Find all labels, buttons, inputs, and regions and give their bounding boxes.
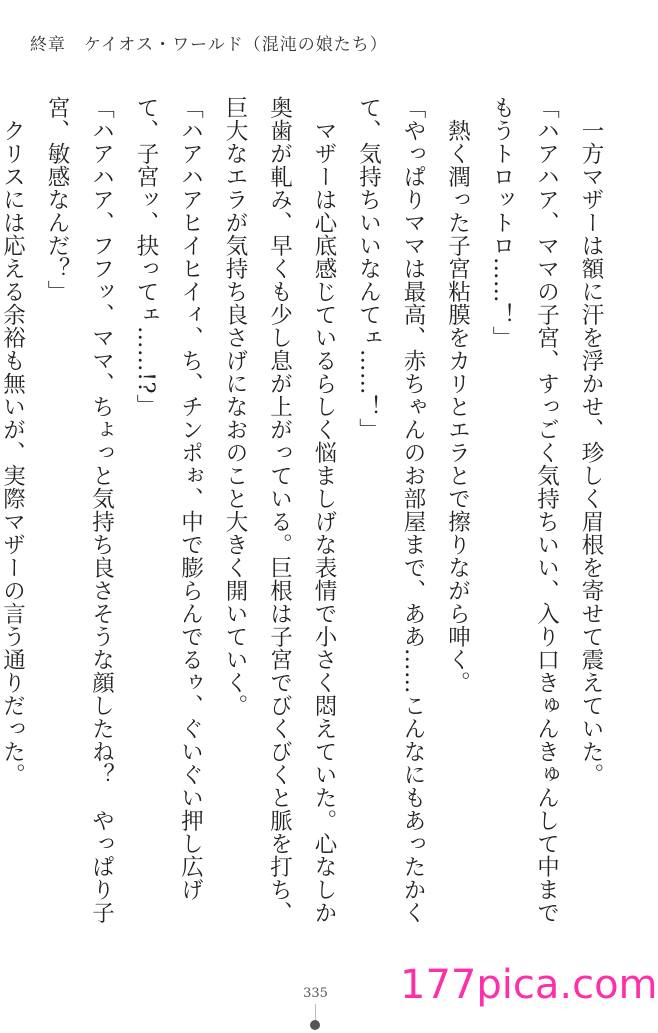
body-text <box>0 96 613 938</box>
paragraph: マザーは心底感じているらしく悩ましげな表情で小さく悶えていた。心なしか奥歯が軋み、早くも少し息が上がっている。巨根は子宮でびくびくと脈を打ち、巨大なエラが気持ち良さげになおのこと大きく開いていく。 <box>222 96 337 924</box>
page-number: 335 <box>303 986 328 1001</box>
watermark: 177pica.com <box>400 962 658 1008</box>
paragraph: 「ハアハア、フフッ、ママ、ちょっと気持ち良さそうな顔したね？ やっぱり子宮、敏感なんだ？」 <box>44 96 115 924</box>
paragraph: 一方マザーは額に汗を浮かせ、珍しく眉根を寄せて震えていた。 <box>578 96 604 786</box>
paragraph: 「ハアハア、ママの子宮、すっごく気持ちいい、入り口きゅんきゅんして中までもうトロットロ……！」 <box>489 96 560 924</box>
paragraph: 熱く潤った子宮粘膜をカリとエラとで擦りながら呻く。 <box>444 96 471 694</box>
paragraph: クリスには応える余裕も無いが、実際マザーの言う通りだった。 <box>0 96 26 786</box>
paragraph: 「ハアハアヒイヒイィ、ち、チンポぉ、中で膨らんでるゥ、ぐいぐい押し広げて、子宮ッ、抉ってェ……!?」 <box>133 96 204 901</box>
running-head: 終章 ケイオス・ワールド（混沌の娘たち） <box>30 35 388 55</box>
page-marker-dot <box>310 1020 320 1030</box>
paragraph: 「やっぱりママは最高、赤ちゃんのお部屋まで、ああ……こんなにもあったかくて、気持ちいいなんてェ……！」 <box>355 96 426 924</box>
